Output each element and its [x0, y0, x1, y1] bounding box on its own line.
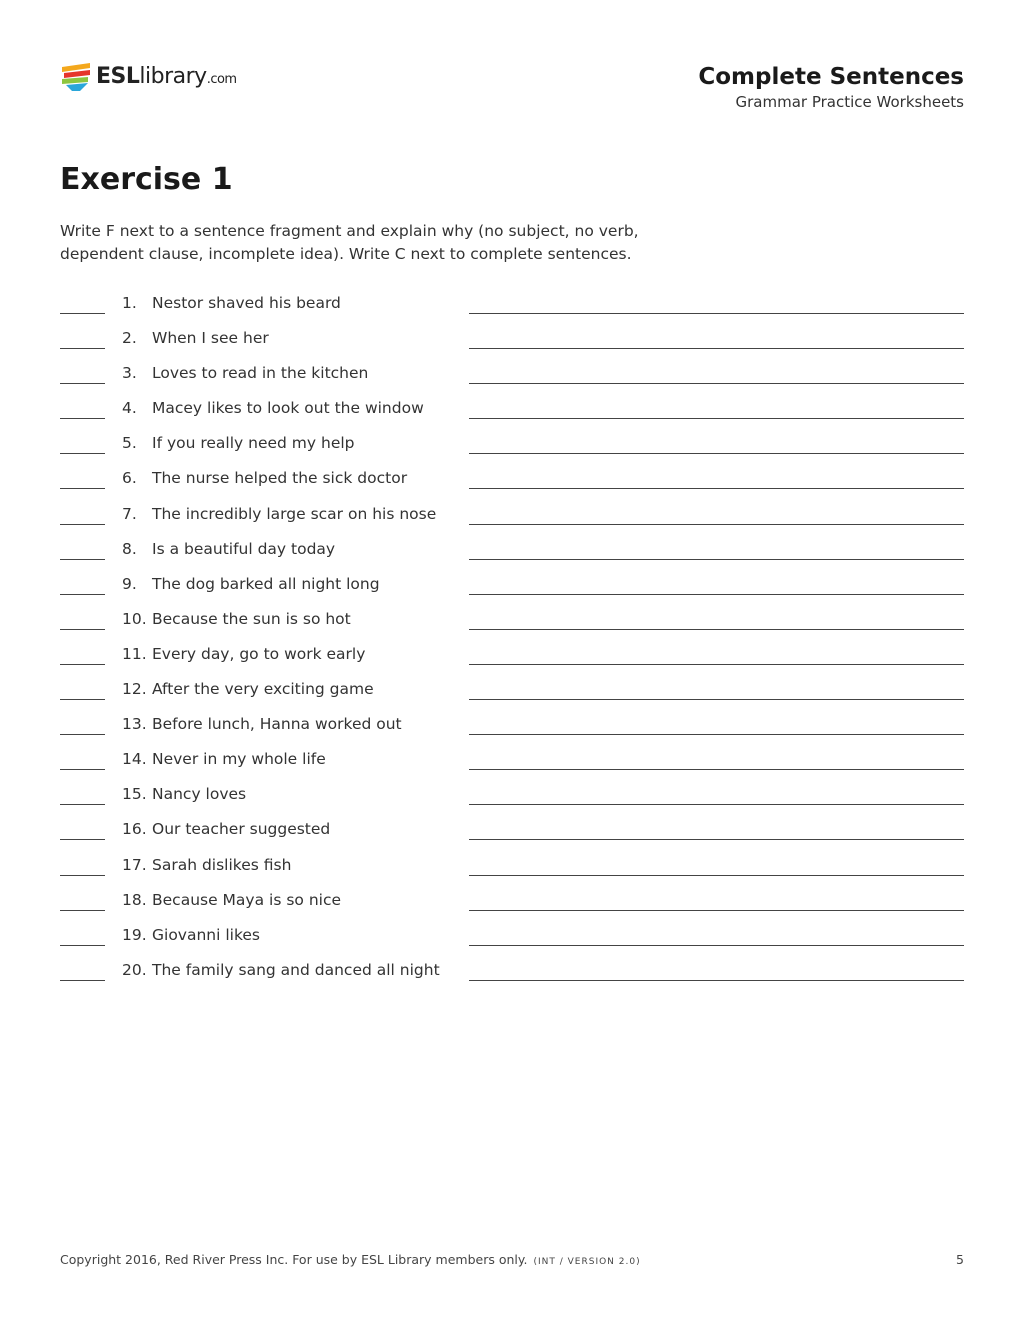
- answer-blank[interactable]: [60, 699, 105, 700]
- explanation-line[interactable]: [469, 348, 964, 349]
- explanation-line[interactable]: [469, 383, 964, 384]
- exercise-item-list: [60, 288, 964, 990]
- item-number: 8.: [122, 539, 137, 558]
- answer-blank[interactable]: [60, 348, 105, 349]
- list-item: [60, 569, 964, 604]
- explanation-line[interactable]: [469, 839, 964, 840]
- list-item: [60, 850, 964, 885]
- list-item: [60, 814, 964, 849]
- answer-blank[interactable]: [60, 804, 105, 805]
- answer-blank[interactable]: [60, 559, 105, 560]
- document-header: [698, 62, 964, 112]
- item-sentence: If you really need my help: [152, 434, 355, 453]
- answer-blank[interactable]: [60, 418, 105, 419]
- item-number: 20.: [122, 960, 147, 979]
- explanation-line[interactable]: [469, 664, 964, 665]
- item-number: 11.: [122, 644, 147, 663]
- item-sentence: Before lunch, Hanna worked out: [152, 715, 402, 734]
- list-item: [60, 323, 964, 358]
- item-number: 14.: [122, 750, 147, 769]
- item-number: 7.: [122, 504, 137, 523]
- stacked-books-logo-icon: [60, 59, 92, 93]
- answer-blank[interactable]: [60, 453, 105, 454]
- explanation-line[interactable]: [469, 910, 964, 911]
- list-item: [60, 499, 964, 534]
- item-number: 9.: [122, 574, 137, 593]
- item-number: 6.: [122, 469, 137, 488]
- esl-library-logo: [60, 58, 237, 94]
- item-sentence: After the very exciting game: [152, 680, 374, 699]
- logo-esl-text: ESL: [96, 63, 140, 89]
- document-subtitle: Grammar Practice Worksheets: [735, 93, 964, 111]
- explanation-line[interactable]: [469, 875, 964, 876]
- answer-blank[interactable]: [60, 839, 105, 840]
- explanation-line[interactable]: [469, 699, 964, 700]
- item-sentence: Because the sun is so hot: [152, 609, 351, 628]
- item-number: 15.: [122, 785, 147, 804]
- answer-blank[interactable]: [60, 875, 105, 876]
- version-text: (INT / VERSION 2.0): [533, 1257, 641, 1267]
- item-number: 18.: [122, 890, 147, 909]
- answer-blank[interactable]: [60, 594, 105, 595]
- item-number: 2.: [122, 329, 137, 348]
- list-item: [60, 393, 964, 428]
- answer-blank[interactable]: [60, 769, 105, 770]
- item-sentence: Giovanni likes: [152, 925, 261, 944]
- item-sentence: Macey likes to look out the window: [152, 399, 424, 418]
- item-number: 3.: [122, 364, 137, 383]
- item-sentence: Is a beautiful day today: [152, 539, 336, 558]
- explanation-line[interactable]: [469, 488, 964, 489]
- answer-blank[interactable]: [60, 945, 105, 946]
- item-sentence: Loves to read in the kitchen: [152, 364, 369, 383]
- list-item: [60, 639, 964, 674]
- explanation-line[interactable]: [469, 559, 964, 560]
- item-number: 4.: [122, 399, 137, 418]
- explanation-line[interactable]: [469, 453, 964, 454]
- explanation-line[interactable]: [469, 980, 964, 981]
- list-item: [60, 534, 964, 569]
- exercise-title: Exercise 1: [60, 162, 233, 197]
- list-item: [60, 709, 964, 744]
- answer-blank[interactable]: [60, 734, 105, 735]
- explanation-line[interactable]: [469, 945, 964, 946]
- page-footer: [60, 1251, 964, 1271]
- logo-wordmark: [96, 64, 237, 89]
- list-item: [60, 744, 964, 779]
- list-item: [60, 288, 964, 323]
- list-item: [60, 920, 964, 955]
- explanation-line[interactable]: [469, 524, 964, 525]
- item-sentence: Nancy loves: [152, 785, 247, 804]
- page-number: 5: [956, 1252, 964, 1267]
- answer-blank[interactable]: [60, 524, 105, 525]
- item-number: 17.: [122, 855, 147, 874]
- item-sentence: The incredibly large scar on his nose: [152, 504, 437, 523]
- answer-blank[interactable]: [60, 910, 105, 911]
- explanation-line[interactable]: [469, 734, 964, 735]
- answer-blank[interactable]: [60, 629, 105, 630]
- item-number: 16.: [122, 820, 147, 839]
- item-sentence: The family sang and danced all night: [152, 960, 440, 979]
- item-number: 13.: [122, 715, 147, 734]
- list-item: [60, 428, 964, 463]
- explanation-line[interactable]: [469, 594, 964, 595]
- item-sentence: Our teacher suggested: [152, 820, 331, 839]
- answer-blank[interactable]: [60, 383, 105, 384]
- logo-com-text: .com: [206, 71, 237, 87]
- item-sentence: Every day, go to work early: [152, 644, 366, 663]
- item-number: 5.: [122, 434, 137, 453]
- list-item: [60, 604, 964, 639]
- item-number: 12.: [122, 680, 147, 699]
- explanation-line[interactable]: [469, 804, 964, 805]
- item-sentence: The nurse helped the sick doctor: [152, 469, 408, 488]
- answer-blank[interactable]: [60, 664, 105, 665]
- item-number: 19.: [122, 925, 147, 944]
- item-sentence: The dog barked all night long: [152, 574, 380, 593]
- list-item: [60, 885, 964, 920]
- copyright-text: Copyright 2016, Red River Press Inc. For use by ESL Library members only.: [60, 1252, 528, 1267]
- document-title: Complete Sentences: [698, 64, 964, 90]
- list-item: [60, 674, 964, 709]
- list-item: [60, 955, 964, 990]
- answer-blank[interactable]: [60, 313, 105, 314]
- explanation-line[interactable]: [469, 629, 964, 630]
- logo-library-text: library: [139, 63, 207, 89]
- item-sentence: Never in my whole life: [152, 750, 326, 769]
- item-sentence: Because Maya is so nice: [152, 890, 342, 909]
- list-item: [60, 358, 964, 393]
- item-sentence: When I see her: [152, 329, 269, 348]
- list-item: [60, 779, 964, 814]
- list-item: [60, 463, 964, 498]
- explanation-line[interactable]: [469, 418, 964, 419]
- explanation-line[interactable]: [469, 313, 964, 314]
- item-number: 10.: [122, 609, 147, 628]
- explanation-line[interactable]: [469, 769, 964, 770]
- item-sentence: Sarah dislikes fish: [152, 855, 292, 874]
- item-sentence: Nestor shaved his beard: [152, 294, 341, 312]
- answer-blank[interactable]: [60, 980, 105, 981]
- item-number: 1.: [122, 294, 137, 312]
- answer-blank[interactable]: [60, 488, 105, 489]
- exercise-instructions: Write F next to a sentence fragment and explain why (no subject, no verb, dependent clause, incomplete idea). Write C next to complete sentences.: [60, 222, 639, 263]
